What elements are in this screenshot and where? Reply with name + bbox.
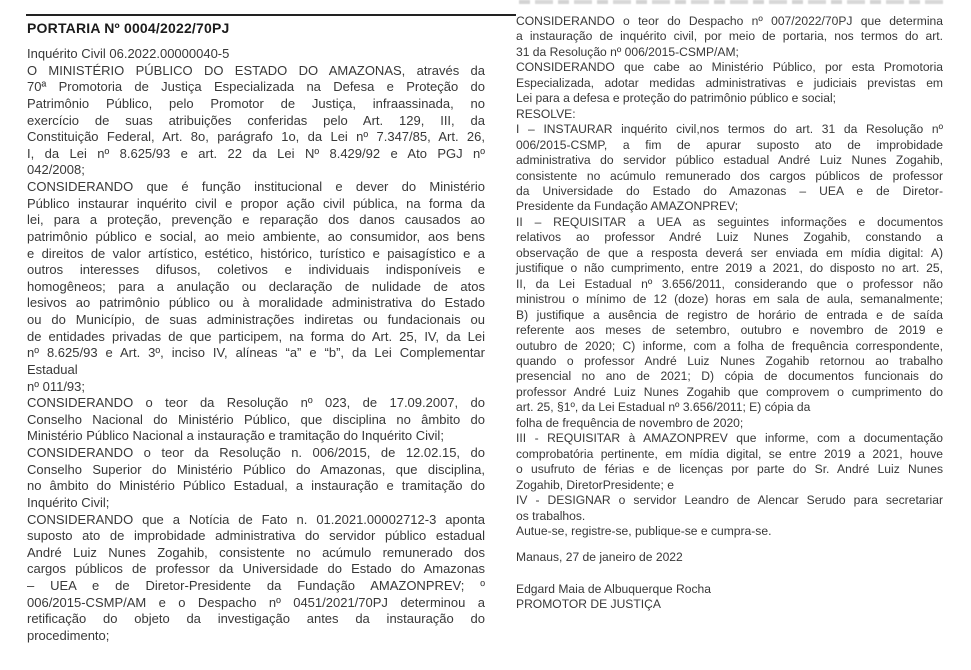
text-line: a instauração de inquérito civil, por meio de portaria, nos termos do art. xyxy=(516,29,943,44)
left-text-column xyxy=(27,46,485,645)
paragraph xyxy=(516,107,943,122)
paragraph xyxy=(516,431,943,493)
text-line: Manaus, 27 de janeiro de 2022 xyxy=(516,550,683,565)
text-line: ou do Município, de suas administrações indiretas ou fundacionais ou xyxy=(27,312,485,327)
text-line: CONSIDERANDO o teor da Resolução n. 006/2015, de 12.02.15, do xyxy=(27,445,485,460)
text-line: nº 8.625/93 e Art. 3º, inciso IV, alíneas “a” e “b”, da Lei Complementar xyxy=(27,345,485,361)
text-line: referente aos meses de setembro, outubro e novembro de 2019 e xyxy=(516,323,943,338)
text-line: quando o professor André Luiz Nunes Zogahib retornou ao trabalho xyxy=(516,353,943,368)
paragraph xyxy=(27,395,485,445)
paragraph xyxy=(516,14,943,60)
text-line: outubro de 2020; C) informe, com a folha de frequência correspondente, xyxy=(516,338,943,353)
text-line: Edgard Maia de Albuquerque Rocha xyxy=(516,581,711,596)
text-line: Presidente da Fundação AMAZONPREV; xyxy=(516,199,739,214)
text-line: Zogahib, DiretorPresidente; e xyxy=(516,477,674,492)
text-line: II, da Lei Estadual nº 3.656/2011, considerando que o professor não xyxy=(516,276,943,291)
text-line: CONSIDERANDO que cabe ao Ministério Público, por esta Promotoria xyxy=(516,60,943,75)
text-line: consistente no acúmulo remunerado dos cargos públicos de professor xyxy=(516,168,943,183)
text-line: suposto ato de improbidade administrativa do servidor público estadual xyxy=(27,528,485,544)
text-line: lei, para a proteção, prevenção e reparação dos danos causados ao xyxy=(27,212,485,228)
paragraph xyxy=(516,416,943,431)
text-line: outros interesses difusos, coletivos e individuais indisponíveis e xyxy=(27,262,485,278)
text-line: lesivos ao patrimônio público ou à moralidade administrativa do Estado xyxy=(27,295,485,311)
text-line: professor André Luiz Nunes Zogahib que comprovem o cumprimento do xyxy=(516,384,943,399)
text-line: 042/2008; xyxy=(27,162,85,178)
text-line: retificação do objeto da investigação antes da instauração do xyxy=(27,611,485,627)
text-line: B) justifique a ausência de registro de horário de entrada e de saída xyxy=(516,307,943,322)
text-line: RESOLVE: xyxy=(516,106,576,121)
text-line: CONSIDERANDO que a Notícia de Fato n. 01.2021.00002712-3 aponta xyxy=(27,511,485,527)
paragraph xyxy=(27,63,485,179)
paragraph xyxy=(516,550,943,565)
text-line: 006/2015-CSMP/AM e o Despacho nº 0451/2021/70PJ determinou a xyxy=(27,594,485,610)
text-line: III - REQUISITAR à AMAZONPREV que informe, com a documentação xyxy=(516,431,943,446)
text-line: relativos ao professor André Luiz Nunes Zogahib, constando a xyxy=(516,230,943,245)
text-line: homogêneos; para a anulação ou declaração de nulidade de atos xyxy=(27,278,485,294)
paragraph xyxy=(516,122,943,215)
text-line: Constituição Federal, Art. 8o, parágrafo 1o, da Lei nº 7.347/85, Art. 26, xyxy=(27,129,485,145)
text-line: presencial no ano de 2021; D) cópia de documentos funcionais do xyxy=(516,369,943,384)
text-line: II – REQUISITAR a UEA as seguintes informações e documentos xyxy=(516,214,943,229)
text-line: no âmbito do Ministério Público Estadual, a instauração e tramitação do xyxy=(27,478,485,494)
text-line: O MINISTÉRIO PÚBLICO DO ESTADO DO AMAZONAS, através da xyxy=(27,62,485,78)
paragraph xyxy=(27,179,485,379)
text-line: ministrou o mínimo de 12 (doze) horas em sala de aula, semanalmente; xyxy=(516,292,943,307)
text-line: cargos públicos de professor da Universidade do Estado do Amazonas xyxy=(27,561,485,577)
text-line: da Universidade do Estado do Amazonas – UEA e de Diretor- xyxy=(516,183,943,198)
text-line: Autue-se, registre-se, publique-se e cumpra-se. xyxy=(516,523,772,538)
paragraph xyxy=(27,512,485,645)
text-line: Estadual xyxy=(27,361,78,377)
text-line: CONSIDERANDO que é função institucional e dever do Ministério xyxy=(27,179,485,194)
text-line: justifique o não cumprimento, entre 2019 a 2021, do disposto no art. 25, xyxy=(516,261,943,276)
text-line: nº 011/93; xyxy=(27,378,85,394)
text-line: folha de frequência de novembro de 2020; xyxy=(516,415,744,430)
paragraph xyxy=(516,582,943,597)
right-text-column xyxy=(516,14,943,613)
paragraph xyxy=(27,46,485,63)
text-line: Público instaurar inquérito civil e propor ação civil pública, na forma da xyxy=(27,195,485,211)
text-line: 31 da Resolução nº 006/2015-CSMP/AM; xyxy=(516,44,739,59)
text-line: e direitos de valor artístico, estético, histórico, turístico e paisagístico e a xyxy=(27,245,485,261)
cropped-text-remnant xyxy=(519,0,943,4)
document-title: PORTARIA Nº 0004/2022/70PJ xyxy=(27,20,230,36)
text-line: Inquérito Civil 06.2022.00000040-5 xyxy=(27,46,230,61)
text-line: Patrimônio Público, pelo Promotor de Justiça, infraassinada, no xyxy=(27,95,485,111)
text-line: art. 25, §1º, da Lei Estadual nº 3.656/2011; E) cópia da xyxy=(516,400,811,415)
text-line: – UEA e de Diretor-Presidente da Fundação AMAZONPREV; º xyxy=(27,578,485,593)
text-line: os trabalhos. xyxy=(516,508,586,523)
text-line: 70ª Promotoria de Justiça Especializada na Defesa e Proteção do xyxy=(27,79,485,95)
text-line: Ministério Público Nacional a instauração e tramitação do Inquérito Civil; xyxy=(27,428,444,444)
text-line: o usufruto de férias e de licenças por parte do Sr. André Luiz Nunes xyxy=(516,462,943,477)
paragraph xyxy=(516,524,943,539)
paragraph xyxy=(516,215,943,416)
paragraph xyxy=(516,493,943,524)
text-line: procedimento; xyxy=(27,627,110,643)
text-line: de entidades privadas de que participem, na forma do Art. 25, IV, da Lei xyxy=(27,328,485,344)
text-line: I, da Lei nº 8.625/93 e art. 22 da Lei Nº 8.429/92 e Ato PGJ nº xyxy=(27,145,485,161)
text-line: observação de que a resposta deverá ser enviada em mídia digital: A) xyxy=(516,245,943,260)
text-line: exercício de suas atribuições conferidas pelo Art. 129, III, da xyxy=(27,112,485,128)
paragraph xyxy=(27,379,485,396)
text-line: administrativa do servidor público estadual André Luiz Nunes Zogahib, xyxy=(516,153,943,168)
paragraph xyxy=(516,60,943,106)
text-line: I – INSTAURAR inquérito civil,nos termos do art. 31 da Resolução nº xyxy=(516,122,943,137)
text-line: Especializada, adotar medidas administrativas e judiciais previstas em xyxy=(516,75,943,90)
text-line: Conselho Superior do Ministério Público do Amazonas, que disciplina, xyxy=(27,461,485,477)
title-divider xyxy=(26,14,516,16)
text-line: Lei para a defesa e proteção do patrimônio público e social; xyxy=(516,91,837,106)
text-line: 006/2015-CSMP, a fim de apurar suposto ato de improbidade xyxy=(516,137,943,152)
text-line: IV - DESIGNAR o servidor Leandro de Alencar Serudo para secretariar xyxy=(516,493,943,508)
paragraph xyxy=(516,597,943,612)
text-line: CONSIDERANDO o teor da Resolução nº 023, de 17.09.2007, do xyxy=(27,395,485,411)
text-line: Conselho Nacional do Ministério Público, que disciplina no âmbito do xyxy=(27,411,485,427)
text-line: PROMOTOR DE JUSTIÇA xyxy=(516,597,661,612)
text-line: comprobatória pertinente, em mídia digital, se entre 2019 a 2021, houve xyxy=(516,446,943,461)
text-line: patrimônio público e social, ao meio ambiente, ao consumidor, aos bens xyxy=(27,228,485,244)
paragraph xyxy=(27,445,485,512)
text-line: Inquérito Civil; xyxy=(27,494,110,510)
text-line: CONSIDERANDO o teor do Despacho nº 007/2022/70PJ que determina xyxy=(516,14,943,28)
text-line: André Luiz Nunes Zogahib, consistente no acúmulo remunerado dos xyxy=(27,544,485,560)
